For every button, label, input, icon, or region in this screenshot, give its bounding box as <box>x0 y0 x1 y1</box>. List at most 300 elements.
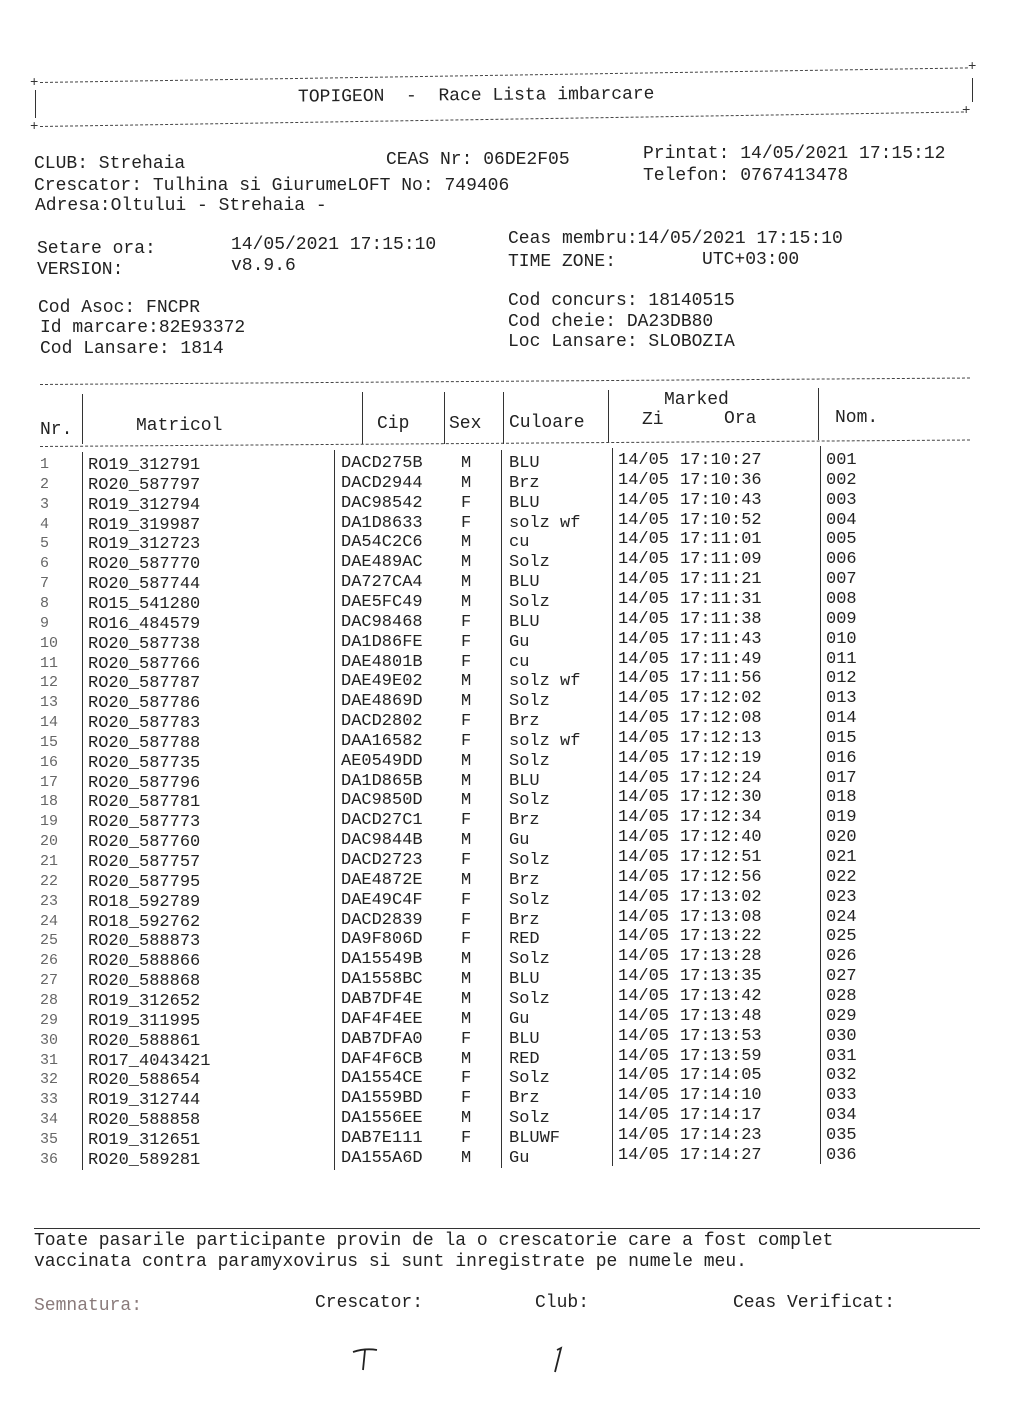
nom-cell: 016 <box>826 748 857 768</box>
adresa-field: Adresa:Oltului - Strehaia - <box>35 196 327 216</box>
marked-day-cell: 14/05 <box>618 927 670 947</box>
marked-time-cell: 17:13:35 <box>680 967 762 987</box>
sex-cell: M <box>461 831 472 851</box>
culoare-cell: Solz <box>509 751 550 771</box>
nom-cell: 028 <box>826 986 857 1006</box>
sex-cell: M <box>461 1049 472 1069</box>
cip-cell: DA155A6D <box>341 1148 423 1168</box>
table-row <box>0 1106 1024 1131</box>
sex-cell: F <box>461 811 472 831</box>
id-marcare-field: Id marcare:82E93372 <box>40 318 246 338</box>
marked-day-cell: 14/05 <box>618 867 670 887</box>
row-number: 7 <box>40 575 50 593</box>
table-row <box>0 629 1024 654</box>
marked-day-cell: 14/05 <box>618 1006 670 1026</box>
column-separator <box>503 392 504 444</box>
matricol-cell: RO19_312744 <box>88 1091 201 1111</box>
row-number: 26 <box>40 952 59 970</box>
matricol-cell: RO20_587781 <box>88 793 201 813</box>
signature-scribble-icon <box>547 1346 565 1374</box>
divider <box>40 378 970 385</box>
marked-time-cell: 17:10:52 <box>680 510 762 530</box>
marked-time-cell: 17:13:08 <box>680 907 762 927</box>
table-row <box>0 649 1024 674</box>
version-label: VERSION: <box>37 260 124 280</box>
marked-time-cell: 17:14:17 <box>680 1106 762 1126</box>
signature-scribble-icon <box>351 1346 379 1372</box>
marked-time-cell: 17:12:56 <box>680 867 762 887</box>
culoare-cell: Gu <box>509 632 530 652</box>
col-ora-header: Ora <box>724 409 757 429</box>
matricol-cell: RO20_587788 <box>88 733 201 753</box>
cip-cell: DA1558BC <box>341 970 423 990</box>
nom-cell: 018 <box>826 788 857 808</box>
matricol-cell: RO20_588861 <box>88 1031 201 1051</box>
nom-cell: 009 <box>826 609 857 629</box>
marked-day-cell: 14/05 <box>618 629 670 649</box>
sex-cell: F <box>461 1029 472 1049</box>
marked-day-cell: 14/05 <box>618 768 670 788</box>
matricol-cell: RO20_587766 <box>88 654 201 674</box>
column-separator <box>362 392 363 444</box>
marked-day-cell: 14/05 <box>618 550 670 570</box>
table-row <box>0 927 1024 952</box>
cip-cell: DAB7E111 <box>341 1128 423 1148</box>
row-number: 3 <box>40 495 50 513</box>
nom-cell: 012 <box>826 669 857 689</box>
sex-cell: M <box>461 573 472 593</box>
marked-time-cell: 17:12:34 <box>680 808 762 828</box>
sex-cell: F <box>461 890 472 910</box>
box-corner: + <box>30 119 39 135</box>
marked-time-cell: 17:11:49 <box>680 649 762 669</box>
box-corner: + <box>968 59 977 75</box>
row-number: 34 <box>40 1111 59 1129</box>
row-number: 12 <box>40 674 59 692</box>
table-row <box>0 709 1024 734</box>
nom-cell: 010 <box>826 629 857 649</box>
cip-cell: DA9F806D <box>341 930 423 950</box>
row-number: 18 <box>40 793 59 811</box>
col-cip-header: Cip <box>377 414 410 434</box>
row-number: 31 <box>40 1051 59 1069</box>
culoare-cell: Solz <box>509 1069 550 1089</box>
vaccination-statement-line1: Toate pasarile participante provin de la o crescatorie care a fost complet <box>34 1231 834 1251</box>
table-row <box>0 768 1024 793</box>
row-number: 1 <box>40 456 50 473</box>
culoare-cell: BLU <box>509 612 540 632</box>
row-number: 29 <box>40 1011 59 1029</box>
matricol-cell: RO20_587738 <box>88 634 201 654</box>
marked-day-cell: 14/05 <box>618 1066 670 1086</box>
col-nom-header: Nom. <box>835 408 879 428</box>
marked-time-cell: 17:11:38 <box>680 609 762 629</box>
marked-time-cell: 17:13:48 <box>680 1006 762 1026</box>
nom-cell: 004 <box>826 510 857 530</box>
table-row <box>0 1066 1024 1091</box>
sex-cell: M <box>461 989 472 1009</box>
sex-cell: M <box>461 950 472 970</box>
table-row <box>0 828 1024 853</box>
marked-time-cell: 17:14:05 <box>680 1066 762 1086</box>
culoare-cell: Solz <box>509 791 550 811</box>
marked-day-cell: 14/05 <box>618 609 670 629</box>
table-row <box>0 1086 1024 1111</box>
culoare-cell: Gu <box>509 1148 530 1168</box>
marked-time-cell: 17:12:40 <box>680 828 762 848</box>
cip-cell: DACD2944 <box>341 473 423 493</box>
row-number: 22 <box>40 872 59 890</box>
table-row <box>0 550 1024 575</box>
column-separator <box>82 394 83 444</box>
row-number: 19 <box>40 813 59 831</box>
telefon-field: Telefon: 0767413478 <box>643 166 849 186</box>
club-signature-mark <box>530 1316 565 1381</box>
row-number: 5 <box>40 535 50 553</box>
cip-cell: DA15549B <box>341 950 423 970</box>
nom-cell: 034 <box>826 1106 857 1126</box>
row-number: 2 <box>40 475 50 493</box>
culoare-cell: BLU <box>509 1029 540 1049</box>
table-row <box>0 1145 1024 1170</box>
marked-day-cell: 14/05 <box>618 1086 670 1106</box>
marked-time-cell: 17:12:24 <box>680 768 762 788</box>
column-separator <box>818 388 819 440</box>
nom-cell: 021 <box>826 848 857 867</box>
marked-time-cell: 17:11:21 <box>680 570 762 590</box>
row-number: 36 <box>40 1150 59 1168</box>
cip-cell: DAC98542 <box>341 493 423 513</box>
marked-time-cell: 17:11:56 <box>680 669 762 689</box>
marked-day-cell: 14/05 <box>618 848 670 867</box>
table-row <box>0 907 1024 932</box>
marked-time-cell: 17:11:43 <box>680 629 762 649</box>
culoare-cell: Brz <box>509 870 540 890</box>
culoare-cell: Solz <box>509 553 550 573</box>
nom-cell: 032 <box>826 1066 857 1086</box>
nom-cell: 036 <box>826 1145 857 1165</box>
culoare-cell: cu <box>509 533 530 553</box>
nom-cell: 031 <box>826 1046 857 1066</box>
nom-cell: 017 <box>826 768 857 788</box>
sex-cell: M <box>461 751 472 771</box>
matricol-cell: RO19_312794 <box>88 495 201 515</box>
culoare-cell: Brz <box>509 1089 540 1109</box>
cip-cell: DA1559BD <box>341 1089 423 1109</box>
table-row <box>0 986 1024 1011</box>
sex-cell: M <box>461 692 472 712</box>
matricol-cell: RO16_484579 <box>88 614 201 634</box>
sex-cell: F <box>461 513 472 533</box>
table-row <box>0 589 1024 614</box>
cip-cell: DAB7DF4E <box>341 989 423 1009</box>
row-number: 6 <box>40 555 50 573</box>
marked-time-cell: 17:13:42 <box>680 986 762 1006</box>
table-row <box>0 451 1024 475</box>
matricol-cell: RO15_541280 <box>88 594 201 614</box>
marked-day-cell: 14/05 <box>618 451 670 470</box>
sex-cell: M <box>461 454 472 473</box>
sex-cell: F <box>461 612 472 632</box>
col-culoare-header: Culoare <box>509 413 585 433</box>
cip-cell: DAE4801B <box>341 652 423 672</box>
marked-day-cell: 14/05 <box>618 649 670 669</box>
row-number: 24 <box>40 912 59 930</box>
marked-day-cell: 14/05 <box>618 828 670 848</box>
matricol-cell: RO19_312791 <box>88 456 201 475</box>
matricol-cell: RO20_588858 <box>88 1111 201 1131</box>
matricol-cell: RO20_587795 <box>88 872 201 892</box>
nom-cell: 001 <box>826 451 857 470</box>
row-number: 23 <box>40 892 59 910</box>
marked-day-cell: 14/05 <box>618 1026 670 1046</box>
matricol-cell: RO19_312651 <box>88 1130 201 1150</box>
matricol-cell: RO18_592762 <box>88 912 201 932</box>
semnatura-label: Semnatura: <box>34 1296 143 1316</box>
row-number: 11 <box>40 654 59 672</box>
cip-cell: DAC9844B <box>341 831 423 851</box>
matricol-cell: RO17_4043421 <box>88 1051 211 1071</box>
row-number: 33 <box>40 1091 59 1109</box>
culoare-cell: Solz <box>509 1109 550 1129</box>
culoare-cell: Brz <box>509 910 540 930</box>
matricol-cell: RO20_589281 <box>88 1150 201 1170</box>
row-number: 14 <box>40 714 59 732</box>
marked-time-cell: 17:13:59 <box>680 1046 762 1066</box>
cip-cell: DAE5FC49 <box>341 592 423 612</box>
nom-cell: 015 <box>826 728 857 748</box>
cod-cheie-field: Cod cheie: DA23DB80 <box>508 312 714 332</box>
table-row <box>0 609 1024 634</box>
nom-cell: 022 <box>826 867 857 887</box>
cip-cell: DAC9850D <box>341 791 423 811</box>
row-number: 30 <box>40 1031 59 1049</box>
nom-cell: 008 <box>826 589 857 609</box>
culoare-cell: RED <box>509 930 540 950</box>
cip-cell: DAF4F6CB <box>341 1049 423 1069</box>
nom-cell: 024 <box>826 907 857 927</box>
sex-cell: F <box>461 910 472 930</box>
box-corner: + <box>30 75 39 91</box>
cip-cell: DAF4F4EE <box>341 1009 423 1029</box>
nom-cell: 011 <box>826 649 857 669</box>
cip-cell: DAE4872E <box>341 870 423 890</box>
marked-time-cell: 17:10:36 <box>680 470 762 490</box>
sex-cell: F <box>461 1069 472 1089</box>
time-zone-value: UTC+03:00 <box>702 250 800 270</box>
culoare-cell: solz wf <box>509 672 581 692</box>
culoare-cell: Solz <box>509 890 550 910</box>
culoare-cell: Solz <box>509 592 550 612</box>
nom-cell: 014 <box>826 709 857 729</box>
matricol-cell: RO20_587770 <box>88 555 201 575</box>
matricol-cell: RO18_592789 <box>88 892 201 912</box>
marked-day-cell: 14/05 <box>618 887 670 907</box>
cip-cell: DACD275B <box>341 454 423 473</box>
table-row <box>0 490 1024 515</box>
marked-day-cell: 14/05 <box>618 748 670 768</box>
marked-day-cell: 14/05 <box>618 530 670 550</box>
row-number: 32 <box>40 1071 59 1089</box>
marked-time-cell: 17:11:01 <box>680 530 762 550</box>
sex-cell: M <box>461 970 472 990</box>
row-number: 4 <box>40 515 50 533</box>
sex-cell: F <box>461 1089 472 1109</box>
marked-day-cell: 14/05 <box>618 589 670 609</box>
culoare-cell: Solz <box>509 692 550 712</box>
crescator-signature-label: Crescator: <box>315 1293 424 1313</box>
culoare-cell: Brz <box>509 712 540 732</box>
row-number: 9 <box>40 614 50 632</box>
marked-time-cell: 17:10:43 <box>680 490 762 510</box>
divider <box>40 67 968 83</box>
table-row <box>0 808 1024 833</box>
matricol-cell: RO20_587786 <box>88 694 201 714</box>
cod-asoc-field: Cod Asoc: FNCPR <box>38 298 201 318</box>
cip-cell: DACD2723 <box>341 851 423 870</box>
matricol-cell: RO19_319987 <box>88 515 201 535</box>
table-row <box>0 470 1024 495</box>
sex-cell: M <box>461 771 472 791</box>
table-row <box>0 1046 1024 1071</box>
table-row <box>0 669 1024 694</box>
cip-cell: DA727CA4 <box>341 573 423 593</box>
matricol-cell: RO20_587744 <box>88 575 201 595</box>
row-number: 20 <box>40 833 59 851</box>
culoare-cell: Gu <box>509 831 530 851</box>
table-row <box>0 947 1024 972</box>
marked-day-cell: 14/05 <box>618 986 670 1006</box>
marked-time-cell: 17:12:02 <box>680 689 762 709</box>
crescator-signature-mark <box>334 1316 379 1379</box>
sex-cell: F <box>461 493 472 513</box>
cip-cell: DA1D86FE <box>341 632 423 652</box>
table-row <box>0 1125 1024 1150</box>
row-number: 25 <box>40 932 59 950</box>
nom-cell: 002 <box>826 470 857 490</box>
nom-cell: 030 <box>826 1026 857 1046</box>
cip-cell: DA54C2C6 <box>341 533 423 553</box>
cod-concurs-field: Cod concurs: 18140515 <box>508 291 735 311</box>
crescator-field: Crescator: Tulhina si GiurumeLOFT No: 749406 <box>34 176 510 196</box>
nom-cell: 019 <box>826 808 857 828</box>
cip-cell: DAB7DFA0 <box>341 1029 423 1049</box>
cip-cell: AE0549DD <box>341 751 423 771</box>
cip-cell: DAE49E02 <box>341 672 423 692</box>
column-separator <box>608 390 609 442</box>
sex-cell: M <box>461 791 472 811</box>
culoare-cell: BLU <box>509 771 540 791</box>
culoare-cell: RED <box>509 1049 540 1069</box>
box-corner: + <box>962 103 971 119</box>
table-row <box>0 867 1024 892</box>
page-title: TOPIGEON - Race Lista imbarcare <box>297 84 655 108</box>
culoare-cell: Brz <box>509 811 540 831</box>
marked-day-cell: 14/05 <box>618 1106 670 1126</box>
col-marked-header: Marked <box>664 390 729 410</box>
club-signature-label: Club: <box>535 1293 590 1313</box>
sex-cell: F <box>461 712 472 732</box>
marked-time-cell: 17:13:28 <box>680 947 762 967</box>
nom-cell: 033 <box>826 1086 857 1106</box>
marked-time-cell: 17:12:51 <box>680 848 762 867</box>
nom-cell: 029 <box>826 1006 857 1026</box>
nom-cell: 035 <box>826 1125 857 1145</box>
nom-cell: 026 <box>826 947 857 967</box>
marked-day-cell: 14/05 <box>618 728 670 748</box>
cip-cell: DAE49C4F <box>341 890 423 910</box>
matricol-cell: RO20_587757 <box>88 853 201 872</box>
nom-cell: 013 <box>826 689 857 709</box>
col-zi-header: Zi <box>642 410 664 430</box>
matricol-cell: RO20_588654 <box>88 1071 201 1091</box>
culoare-cell: solz wf <box>509 513 581 533</box>
sex-cell: F <box>461 632 472 652</box>
table-row <box>0 530 1024 555</box>
sex-cell: F <box>461 930 472 950</box>
matricol-cell: RO20_588868 <box>88 972 201 992</box>
nom-cell: 007 <box>826 570 857 590</box>
matricol-cell: RO19_312652 <box>88 991 201 1011</box>
marked-day-cell: 14/05 <box>618 907 670 927</box>
marked-time-cell: 17:12:19 <box>680 748 762 768</box>
nom-cell: 006 <box>826 550 857 570</box>
marked-time-cell: 17:13:53 <box>680 1026 762 1046</box>
matricol-cell: RO20_587760 <box>88 833 201 853</box>
marked-day-cell: 14/05 <box>618 808 670 828</box>
marked-time-cell: 17:13:22 <box>680 927 762 947</box>
ceas-membru-field: Ceas membru:14/05/2021 17:15:10 <box>508 229 843 249</box>
culoare-cell: Brz <box>509 473 540 493</box>
marked-day-cell: 14/05 <box>618 1125 670 1145</box>
row-number: 13 <box>40 694 59 712</box>
marked-time-cell: 17:13:02 <box>680 887 762 907</box>
marked-time-cell: 17:14:10 <box>680 1086 762 1106</box>
marked-day-cell: 14/05 <box>618 689 670 709</box>
ceas-verificat-label: Ceas Verificat: <box>733 1293 896 1313</box>
row-number: 8 <box>40 594 50 612</box>
table-row <box>0 1006 1024 1031</box>
nom-cell: 025 <box>826 927 857 947</box>
row-number: 16 <box>40 753 59 771</box>
table-row <box>0 570 1024 595</box>
time-zone-label: TIME ZONE: <box>508 252 617 272</box>
sex-cell: F <box>461 731 472 751</box>
marked-time-cell: 17:12:13 <box>680 728 762 748</box>
marked-time-cell: 17:11:09 <box>680 550 762 570</box>
marked-time-cell: 17:12:08 <box>680 709 762 729</box>
nom-cell: 023 <box>826 887 857 907</box>
cip-cell: DA1D865B <box>341 771 423 791</box>
divider <box>40 111 964 127</box>
cip-cell: DACD27C1 <box>341 811 423 831</box>
matricol-cell: RO20_587773 <box>88 813 201 833</box>
row-number: 15 <box>40 733 59 751</box>
cip-cell: DAC98468 <box>341 612 423 632</box>
cip-cell: DA1554CE <box>341 1069 423 1089</box>
vaccination-statement-line2: vaccinata contra paramyxovirus si sunt inregistrate pe numele meu. <box>34 1252 747 1272</box>
marked-day-cell: 14/05 <box>618 669 670 689</box>
col-sex-header: Sex <box>449 414 482 434</box>
loc-lansare-field: Loc Lansare: SLOBOZIA <box>508 332 735 352</box>
culoare-cell: Gu <box>509 1009 530 1029</box>
ceas-nr-field: CEAS Nr: 06DE2F05 <box>386 150 570 170</box>
matricol-cell: RO20_587783 <box>88 714 201 734</box>
sex-cell: M <box>461 553 472 573</box>
row-number: 17 <box>40 773 59 791</box>
marked-day-cell: 14/05 <box>618 570 670 590</box>
table-row <box>0 788 1024 813</box>
